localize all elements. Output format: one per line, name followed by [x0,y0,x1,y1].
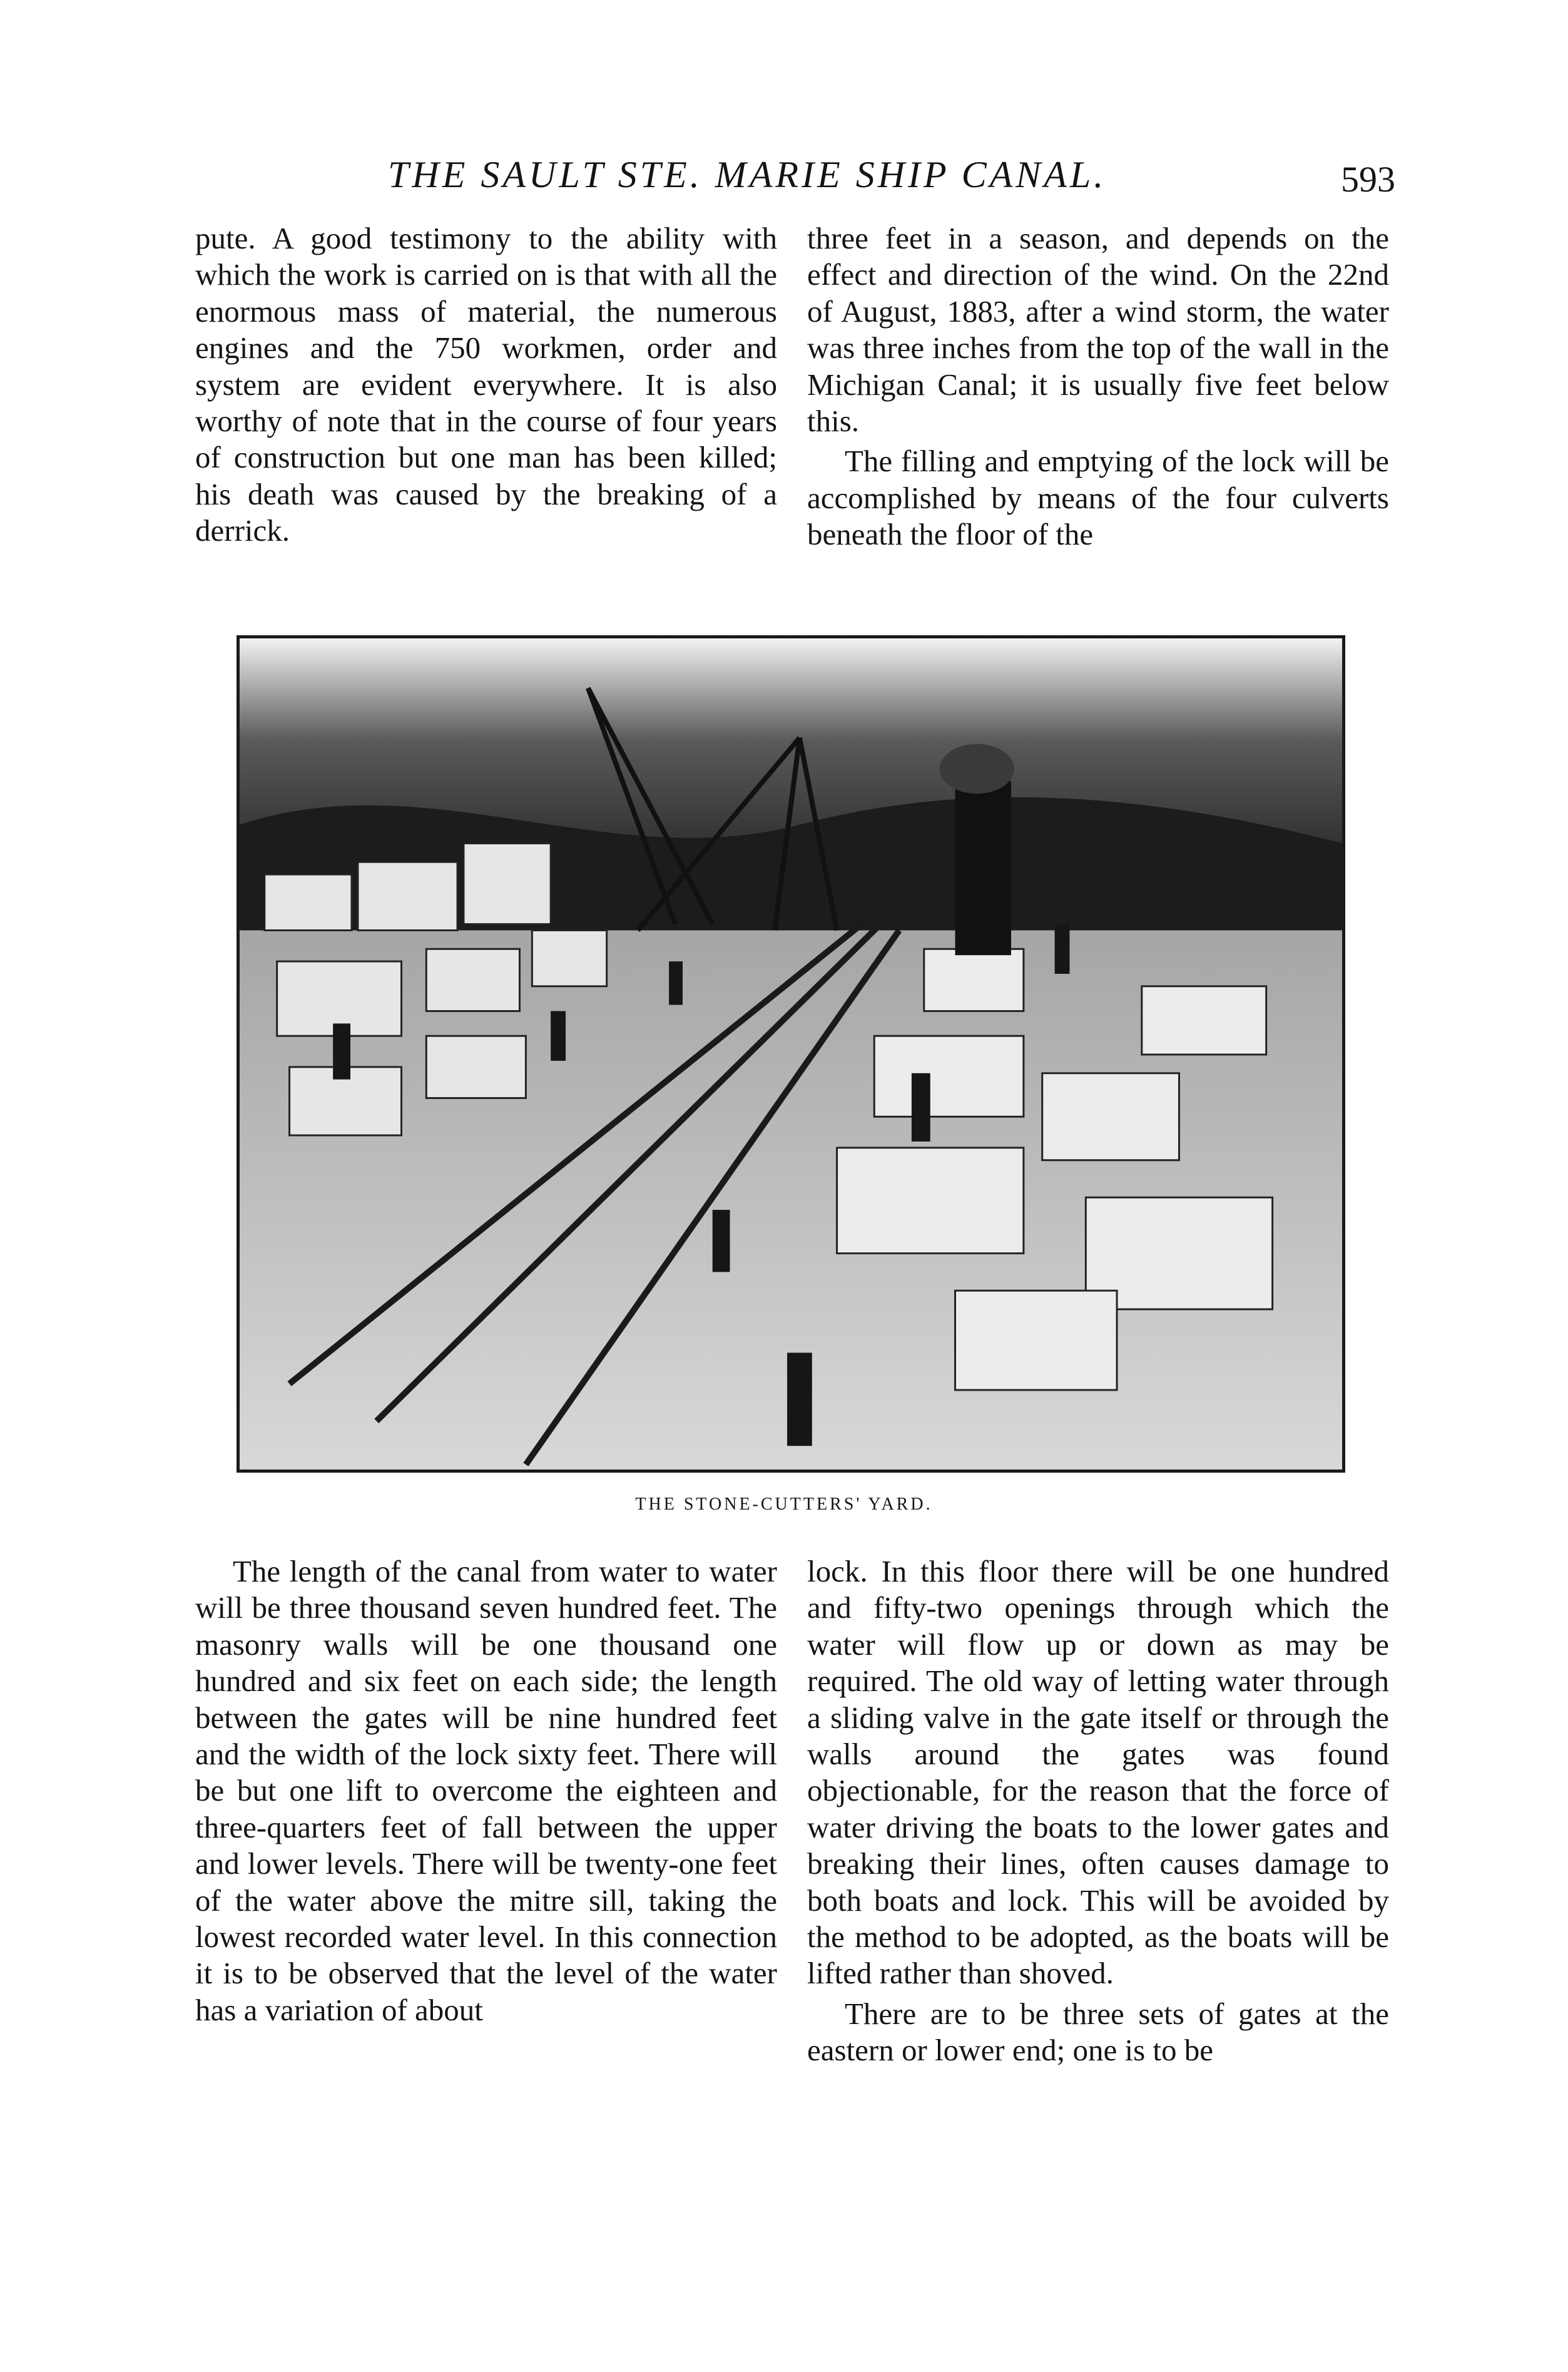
page-header [188,153,1395,210]
running-title: THE SAULT STE. MARIE SHIP CANAL. [388,154,1107,195]
paragraph: lock. In this floor there will be one hundred and fifty-two openings through which the water will flow up or down as may be required. The old way of letting water through a sliding valve in the gate itself or through the walls around the gates was found objectionable, for the reason that the force of water driving the boats to the lower gates and breaking their lines, often causes damage to both boats and lock. This will be avoided by the method to be adopted, as the boats will be lifted rather than shoved. [807,1554,1389,1991]
paragraph: The filling and emptying of the lock will be accomplished by means of the four culverts beneath the floor of the [807,444,1389,552]
column-bottom-left [195,1553,777,2028]
photograph-illustration [240,638,1342,1470]
page-number: 593 [1341,159,1395,200]
paragraph: three feet in a season, and depends on the effect and direction of the wind. On the 22nd of August, 1883, after a wind storm, the water was three inches from the top of the wall in the Michigan Canal; it is usually five feet below this. [807,221,1389,439]
paragraph: There are to be three sets of gates at the eastern or lower end; one is to be [807,1996,1389,2068]
column-top-left [195,220,777,550]
column-top-right [807,220,1389,553]
paragraph: pute. A good testimony to the ability with which the work is carried on is that with all the enormous mass of material, the numerous engines and the 750 workmen, order and system are evident everywhere. It is also worthy of note that in the course of four years of construction but one man has been killed; his death was caused by the breaking of a derrick. [195,221,777,548]
column-bottom-right [807,1553,1389,2069]
stone-cutters-yard-photograph [237,635,1345,1473]
figure-caption: THE STONE-CUTTERS' YARD. [635,1495,933,1514]
paragraph: The length of the canal from water to water will be three thousand seven hundred feet. The masonry walls will be one thousand one hundred and six feet on each side; the length between the gates will be nine hundred feet and the width of the lock sixty feet. There will be but one lift to overcome the eighteen and three-quarters feet of fall between the upper and lower levels. There will be twenty-one feet of the water above the mitre sill, taking the lowest recorded water level. In this connection it is to be observed that the level of the water has a variation of about [195,1554,777,2027]
